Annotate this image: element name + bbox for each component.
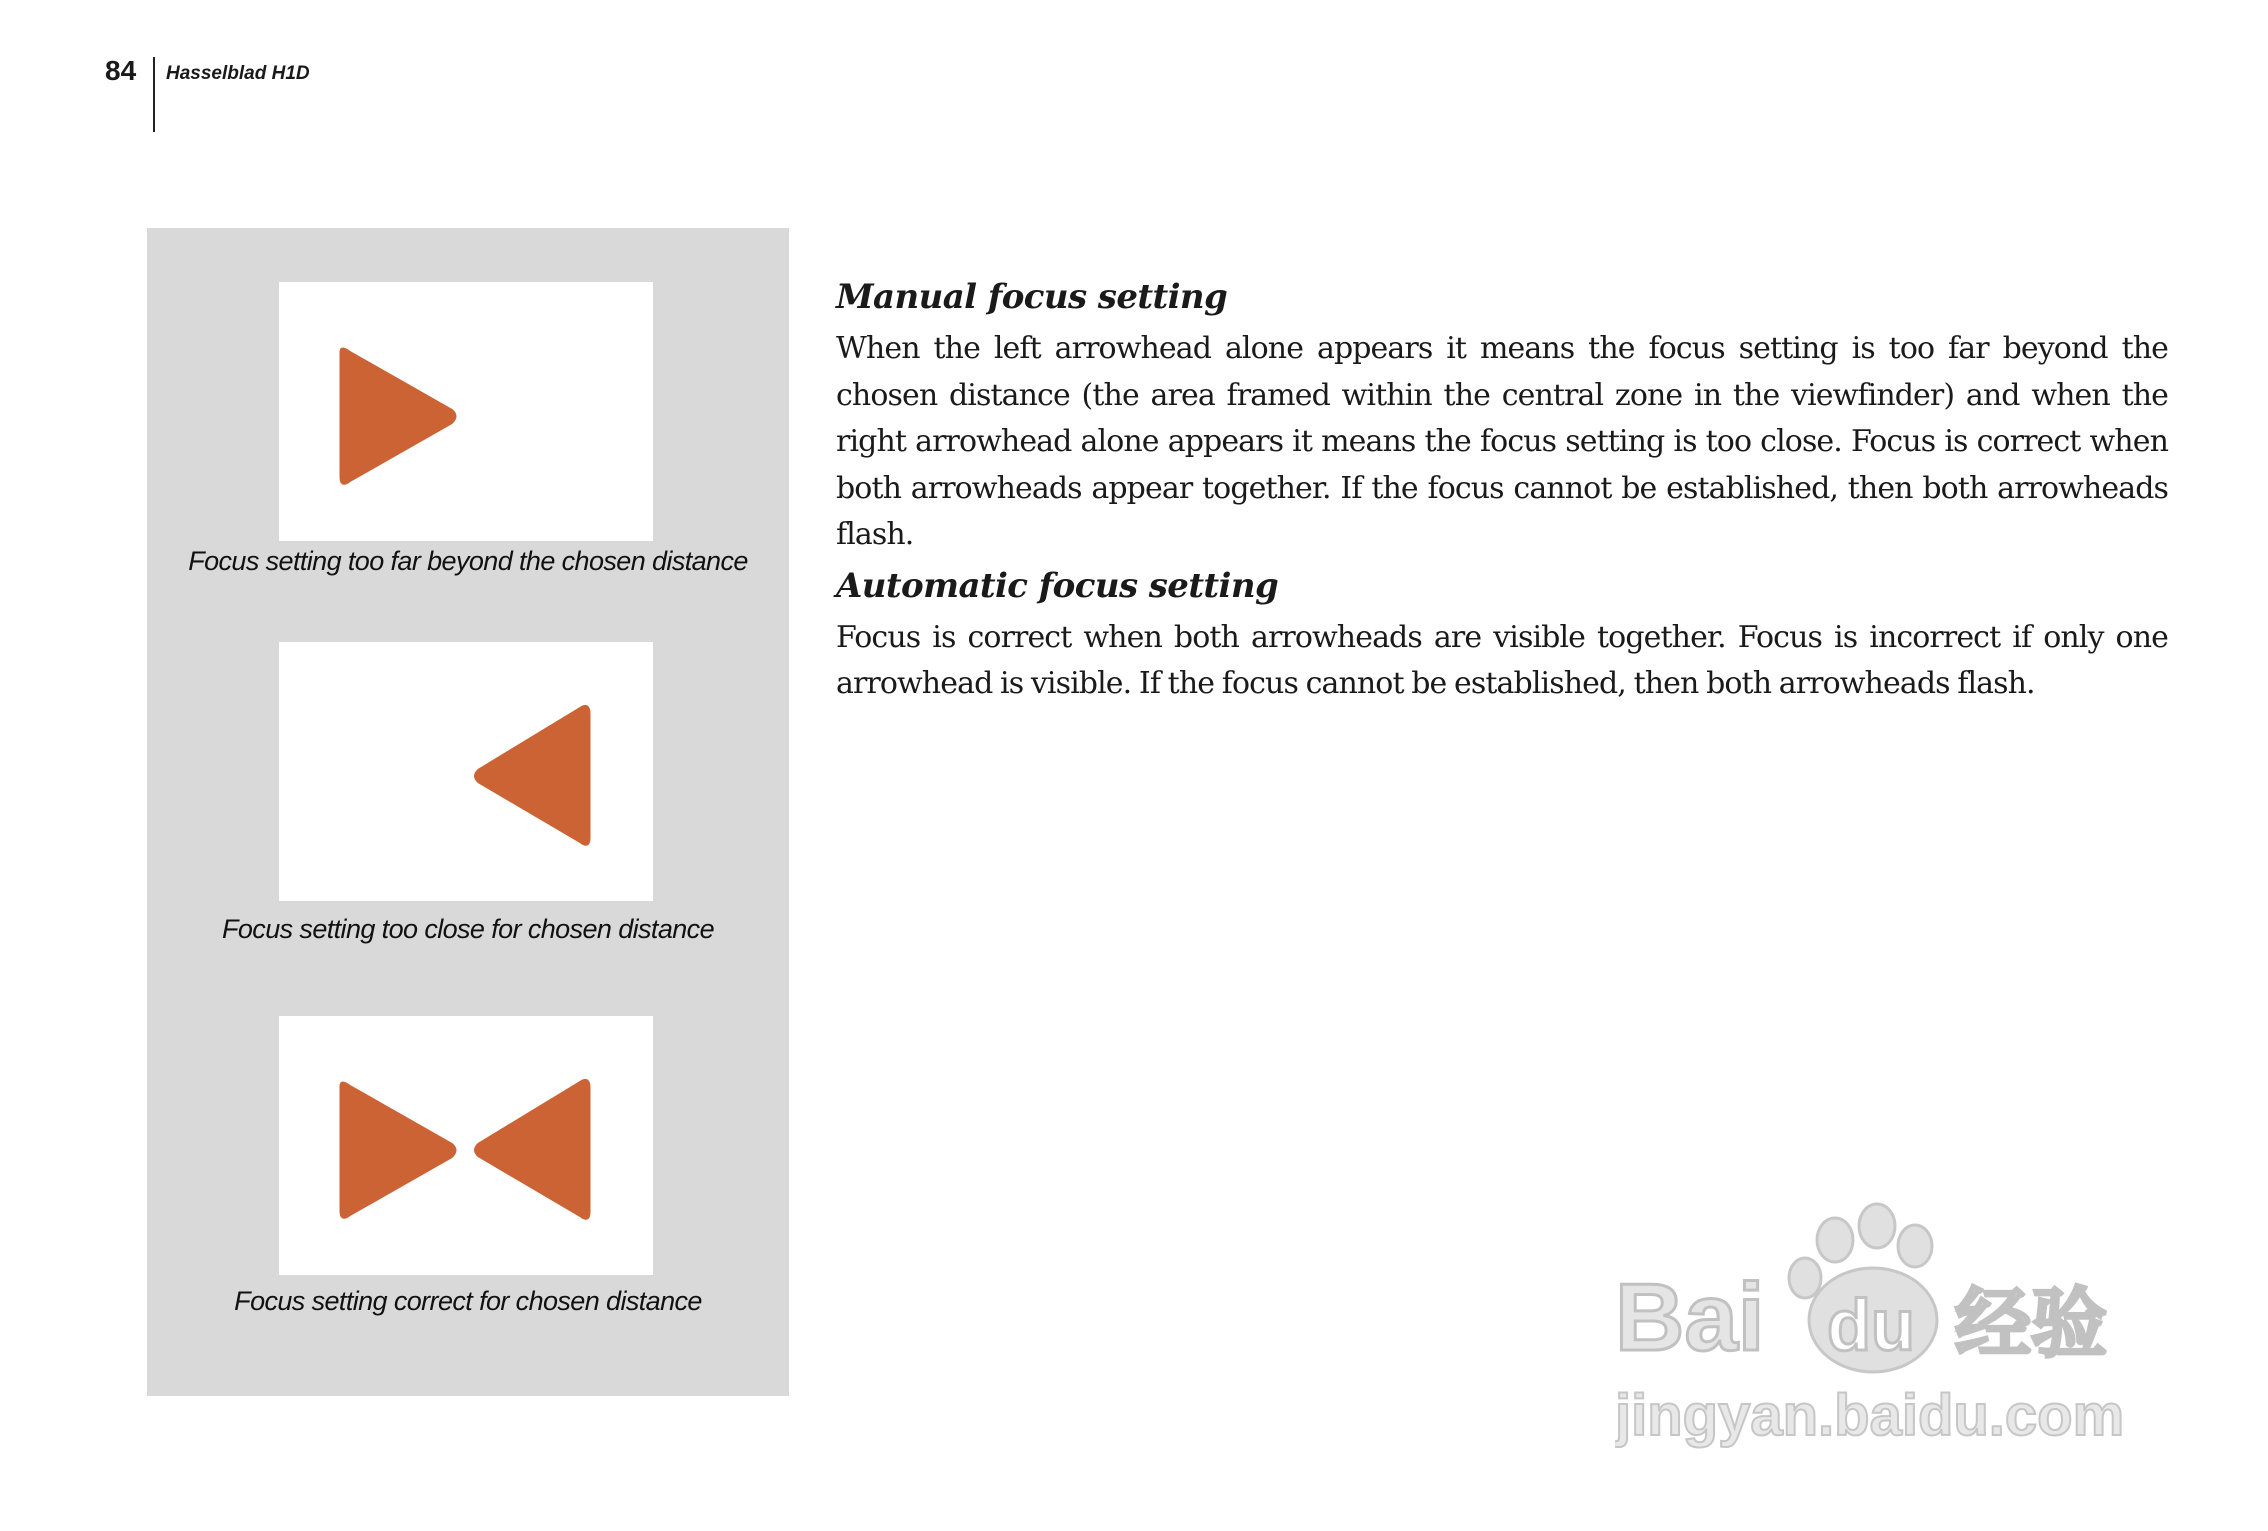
figure-box-correct [279, 1016, 653, 1275]
right-arrowhead-icon [279, 282, 653, 541]
section-heading: Automatic focus setting [836, 565, 1279, 606]
baidu-jingyan-watermark [1615, 1200, 2175, 1460]
baidu-paw-logo-icon [1615, 1200, 2175, 1460]
svg-text:du: du [1827, 1286, 1915, 1366]
both-arrowheads-icon [279, 1016, 653, 1275]
section-body: When the left arrowhead alone appears it means the focus setting is too far beyond the chosen distance (the area framed within the central zone in the viewfinder) and when the right arrowhead alone appears it means the focus setting is too close. Focus is correct when both arrowheads appear together. If the focus cannot be established, then both arrowheads flash. [836, 331, 2168, 552]
svg-text:Bai: Bai [1615, 1264, 1765, 1371]
figure-caption-too-close: Focus setting too close for chosen distance [222, 914, 714, 944]
section-body: Focus is correct when both arrowheads are visible together. Focus is incorrect if only one arrowhead is visible. If the focus cannot be established, then both arrowheads flash. [836, 619, 2168, 701]
section-automatic-focus [836, 561, 2168, 708]
manual-title: Hasselblad H1D [166, 63, 310, 84]
figure-caption-correct: Focus setting correct for chosen distance [234, 1286, 702, 1316]
svg-text:经验: 经验 [1955, 1279, 2107, 1368]
figure-caption-too-far: Focus setting too far beyond the chosen distance [188, 546, 748, 576]
header-divider [153, 57, 155, 132]
figure-box-too-far [279, 282, 653, 541]
page-header [0, 0, 600, 140]
page-number: 84 [105, 55, 137, 86]
svg-text:jingyan.baidu.com: jingyan.baidu.com [1615, 1383, 2125, 1448]
section-heading: Manual focus setting [836, 277, 1228, 317]
figure-box-too-close [279, 642, 653, 901]
focus-indicator-figure-panel [147, 228, 789, 1396]
left-arrowhead-icon [279, 642, 653, 901]
text-content [836, 272, 2168, 708]
section-manual-focus [836, 272, 2168, 559]
